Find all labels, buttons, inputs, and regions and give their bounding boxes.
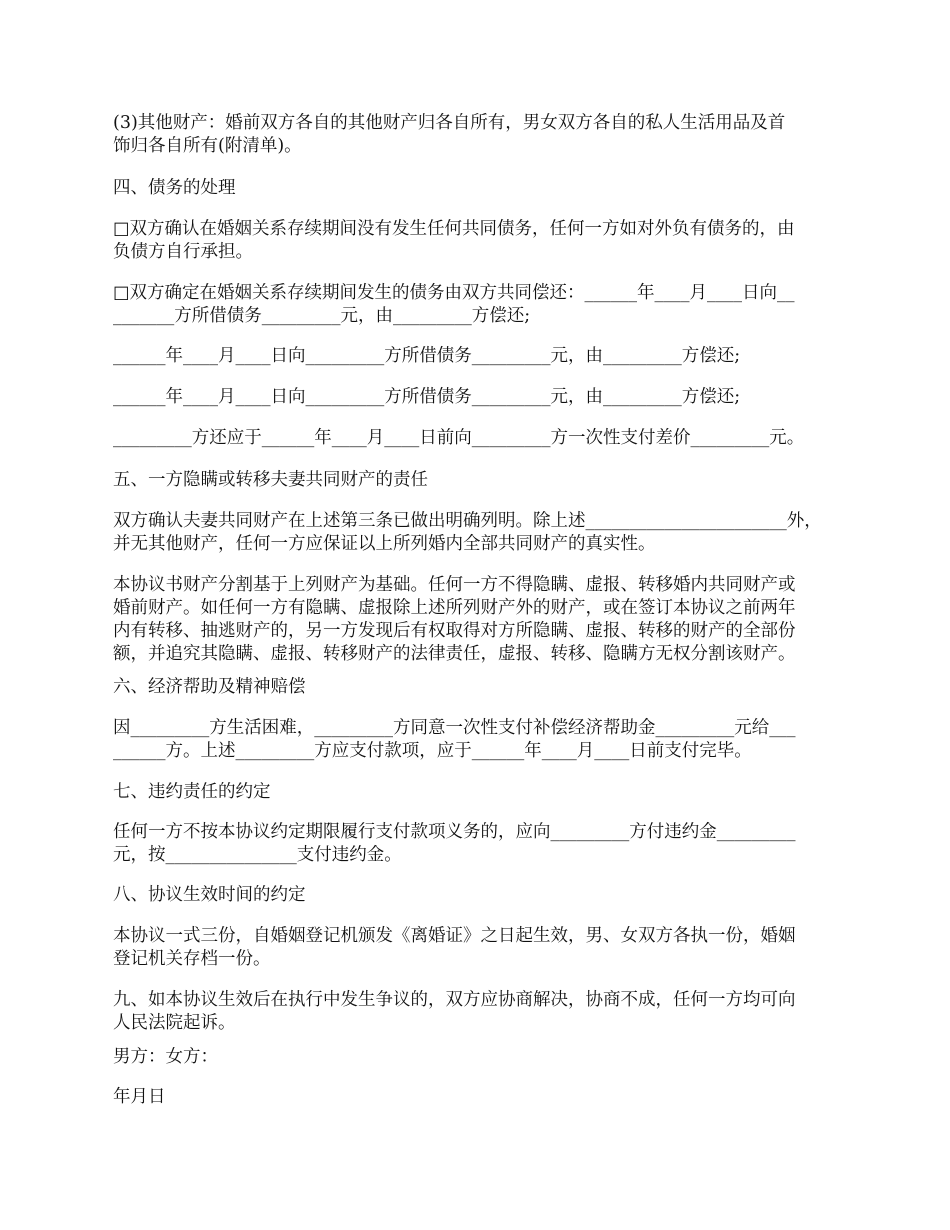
text-line: 本协议书财产分割基于上列财产为基础。任何一方不得隐瞒、虚报、转移婚内共同财产或 bbox=[113, 575, 796, 595]
text-line: 九、如本协议生效后在执行中发生争议的，双方应协商解决，协商不成，任何一方均可向 bbox=[113, 990, 796, 1010]
text-line: □双方确定在婚姻关系存续期间发生的债务由双方共同偿还：______年____月____日向__ bbox=[113, 283, 795, 303]
text-line: 本协议一式三份，自婚姻登记机颁发《离婚证》之日起生效，男、女双方各执一份，婚姻 bbox=[113, 926, 796, 946]
text-line: □双方确认在婚姻关系存续期间没有发生任何共同债务，任何一方如对外负有债务的，由 bbox=[113, 219, 795, 239]
text-line: ______年____月____日向_________方所借债务_________元，由_________方偿还; bbox=[113, 346, 741, 366]
text-line: _______方所借债务_________元，由_________方偿还; bbox=[113, 306, 531, 326]
text-line: 元，按_______________支付违约金。 bbox=[113, 845, 402, 865]
signature-line: 男方：女方： bbox=[113, 1047, 218, 1067]
paragraph-property-basis bbox=[113, 574, 841, 666]
paragraph-joint-debt bbox=[113, 282, 841, 328]
paragraph-other-property bbox=[113, 112, 841, 158]
text-line: 婚前财产。如任何一方有隐瞒、虚报除上述所列财产外的财产，或在签订本协议之前两年 bbox=[113, 598, 796, 618]
text-line: (3)其他财产：婚前双方各自的其他财产归各自所有，男女双方各自的私人生活用品及首 bbox=[113, 113, 786, 133]
heading-economic-help: 六、经济帮助及精神赔偿 bbox=[113, 677, 306, 697]
text-line: 双方确认夫妻共同财产在上述第三条已做出明确列明。除上述_______________________外， bbox=[113, 511, 822, 531]
paragraph-confirm-property bbox=[113, 510, 841, 556]
text-line: 登记机关存档一份。 bbox=[113, 949, 271, 969]
text-line: 额，并追究其隐瞒、虚报、转移财产的法律责任，虚报、转移、隐瞒方无权分割该财产。 bbox=[113, 644, 796, 664]
text-line: 人民法院起诉。 bbox=[113, 1013, 236, 1033]
debt-line-2 bbox=[113, 386, 841, 409]
heading-debt-handling: 四、债务的处理 bbox=[113, 178, 236, 198]
text-line: 任何一方不按本协议约定期限履行支付款项义务的，应向_________方付违约金_________ bbox=[113, 822, 796, 842]
paragraph-effective bbox=[113, 925, 841, 971]
debt-line-1 bbox=[113, 345, 841, 368]
paragraph-economic-help bbox=[113, 717, 841, 763]
paragraph-breach bbox=[113, 821, 841, 867]
heading-breach-liability: 七、违约责任的约定 bbox=[113, 782, 271, 802]
text-line: 内有转移、抽逃财产的，另一方发现后有权取得对方所隐瞒、虚报、转移的财产的全部份 bbox=[113, 621, 796, 641]
heading-concealment-liability: 五、一方隐瞒或转移夫妻共同财产的责任 bbox=[113, 470, 428, 490]
text-line: ______年____月____日向_________方所借债务_________元，由_________方偿还; bbox=[113, 387, 741, 407]
text-line: 并无其他财产，任何一方应保证以上所列婚内全部共同财产的真实性。 bbox=[113, 534, 656, 554]
text-line: ______方。上述_________方应支付款项，应于______年____月____日前支付完毕。 bbox=[113, 741, 752, 761]
text-line: 因_________方生活困难，_________方同意一次性支付补偿经济帮助金_________元给___ bbox=[113, 718, 796, 738]
text-line: 饰归各自所有(附清单)。 bbox=[113, 136, 302, 156]
debt-line-3 bbox=[113, 427, 841, 450]
paragraph-dispute bbox=[113, 989, 841, 1035]
text-line: 负债方自行承担。 bbox=[113, 242, 253, 262]
date-line: 年月日 bbox=[113, 1087, 166, 1107]
text-line: _________方还应于______年____月____日前向_________方一次性支付差价_________元。 bbox=[113, 428, 805, 448]
heading-effective-time: 八、协议生效时间的约定 bbox=[113, 885, 306, 905]
paragraph-no-joint-debt bbox=[113, 218, 841, 264]
